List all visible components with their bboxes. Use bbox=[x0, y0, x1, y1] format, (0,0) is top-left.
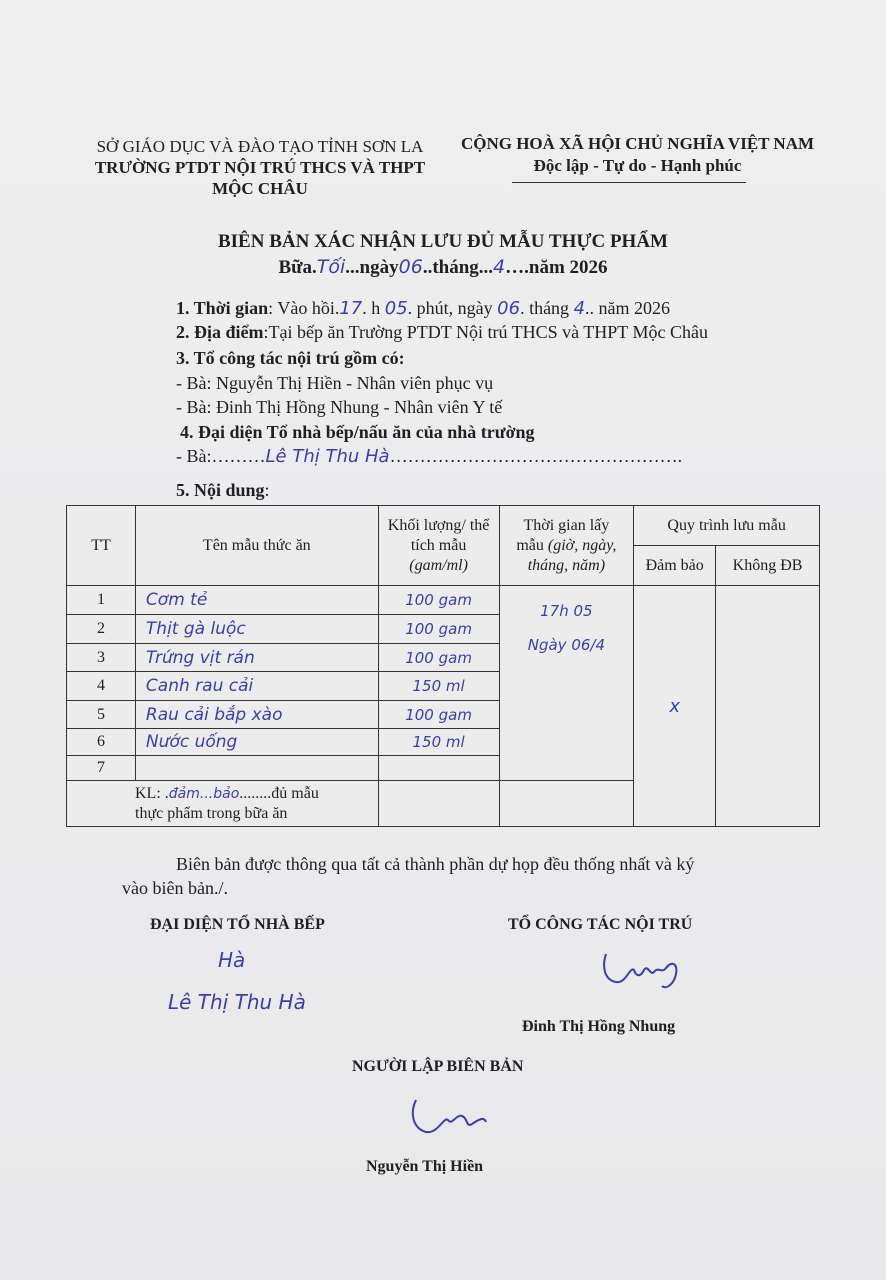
section-time bbox=[176, 296, 670, 321]
closing-line1: Biên bản được thông qua tất cả thành phần dự họp đều thống nhất và ký bbox=[176, 854, 695, 874]
row-6-food: Nước uống bbox=[135, 729, 378, 756]
header-weight-line1: Khối lượng/ thể bbox=[387, 516, 490, 534]
header-tt: TT bbox=[67, 506, 136, 586]
document-subtitle bbox=[0, 256, 886, 279]
row-4-food: Canh rau cải bbox=[135, 672, 378, 701]
header-right bbox=[450, 133, 825, 177]
ensured-mark-cell: x bbox=[634, 586, 716, 827]
row-3-food: Trứng vịt rán bbox=[135, 644, 378, 672]
country-name: CỘNG HOÀ XÃ HỘI CHỦ NGHĨA VIỆT NAM bbox=[460, 134, 815, 153]
time-month: 4 bbox=[573, 298, 586, 319]
team-signature-icon bbox=[596, 946, 692, 996]
header-sample-time bbox=[499, 506, 634, 586]
motto: Độc lập - Tự do - Hạnh phúc bbox=[533, 156, 742, 175]
team-signer-name: Đinh Thị Hồng Nhung bbox=[522, 1018, 676, 1035]
sample-time-hour: 17h 05 bbox=[540, 602, 593, 620]
header-time-line3: tháng, năm) bbox=[527, 556, 606, 574]
motto-underline bbox=[512, 182, 746, 183]
time-minute: 05 bbox=[384, 298, 408, 319]
kitchen-rep-title: ĐẠI DIỆN TỔ NHÀ BẾP bbox=[150, 916, 325, 933]
header-ensured: Đảm bảo bbox=[634, 546, 716, 586]
time-h: . h bbox=[362, 298, 385, 318]
conclusion-line1 bbox=[67, 784, 378, 804]
location-text: :Tại bếp ăn Trường PTDT Nội trú THCS và THPT Mộc Châu bbox=[263, 322, 708, 342]
row-6-tt: 6 bbox=[67, 729, 136, 756]
header-weight bbox=[378, 506, 499, 586]
header-time-units: (giờ, ngày, bbox=[547, 536, 617, 554]
section-time-label: 1. Thời gian bbox=[176, 298, 269, 318]
section-kitchen-label: 4. Đại diện Tổ nhà bếp/nấu ăn của nhà trường bbox=[180, 422, 535, 442]
section-location-label: 2. Địa điểm bbox=[176, 322, 264, 342]
header-not-ensured: Không ĐB bbox=[716, 546, 820, 586]
time-day: 06 bbox=[497, 298, 521, 319]
conclusion-time-cell bbox=[499, 781, 634, 827]
row-7-weight bbox=[378, 756, 499, 781]
conclusion-value: đảm...bảo bbox=[168, 785, 240, 802]
conclusion-prefix: KL: . bbox=[135, 784, 169, 802]
header-time-line2 bbox=[500, 536, 634, 556]
row-2-food: Thịt gà luộc bbox=[135, 615, 378, 644]
team-member-2: - Bà: Đinh Thị Hồng Nhung - Nhân viên Y tế bbox=[176, 397, 503, 417]
subtitle-day-label: ...ngày bbox=[345, 257, 399, 278]
document-title: BIÊN BẢN XÁC NHẬN LƯU ĐỦ MẪU THỰC PHẨM bbox=[217, 231, 668, 252]
row-2-tt: 2 bbox=[67, 615, 136, 644]
header-weight-line2: tích mẫu bbox=[410, 536, 467, 554]
conclusion-line2: thực phẩm trong bữa ăn bbox=[135, 804, 288, 822]
header-time-sample: mẫu bbox=[516, 536, 548, 554]
sample-time-cell bbox=[499, 586, 634, 781]
header-weight-line3: (gam/ml) bbox=[409, 556, 468, 574]
row-4-weight: 150 ml bbox=[378, 672, 499, 701]
time-year: .. năm 2026 bbox=[585, 298, 671, 318]
row-1-tt: 1 bbox=[67, 586, 136, 615]
sample-time-date: Ngày 06/4 bbox=[527, 636, 605, 654]
row-3-tt: 3 bbox=[67, 644, 136, 672]
kitchen-signature: Hà bbox=[218, 948, 246, 972]
section-content-label: 5. Nội dung bbox=[176, 480, 265, 500]
author-signature-icon bbox=[404, 1094, 490, 1144]
subtitle-day-value: 06 bbox=[398, 256, 423, 278]
row-2-weight: 100 gam bbox=[378, 615, 499, 644]
row-5-tt: 5 bbox=[67, 701, 136, 729]
time-intro: : Vào hồi. bbox=[268, 298, 340, 318]
subtitle-month-value: 4 bbox=[493, 256, 506, 278]
subtitle-year-label: ….năm 2026 bbox=[505, 257, 608, 278]
row-5-weight: 100 gam bbox=[378, 701, 499, 729]
not-ensured-cell bbox=[716, 586, 820, 827]
row-7-tt: 7 bbox=[67, 756, 136, 781]
closing-line2: vào biên bản./. bbox=[122, 878, 228, 898]
food-sample-table bbox=[66, 505, 820, 827]
subtitle-meal-value: Tối bbox=[316, 256, 346, 278]
row-5-food: Rau cải bắp xào bbox=[135, 701, 378, 729]
header-food-name: Tên mẫu thức ăn bbox=[135, 506, 378, 586]
kitchen-rep-dots: …………………………………………. bbox=[389, 446, 683, 466]
kitchen-rep-prefix: - Bà:……… bbox=[176, 446, 266, 466]
team-title: TỔ CÔNG TÁC NỘI TRÚ bbox=[508, 916, 693, 933]
conclusion-weight-cell bbox=[378, 781, 499, 827]
row-7-food bbox=[135, 756, 378, 781]
section-team-label: 3. Tổ công tác nội trú gồm có: bbox=[176, 348, 405, 368]
header-time-line1: Thời gian lấy bbox=[523, 516, 610, 534]
row-4-tt: 4 bbox=[67, 672, 136, 701]
kitchen-signature-name: Lê Thị Thu Hà bbox=[168, 990, 306, 1014]
header-procedure: Quy trình lưu mẫu bbox=[634, 506, 820, 546]
section-content bbox=[176, 478, 270, 502]
time-month-label: . tháng bbox=[520, 298, 574, 318]
section-content-colon: : bbox=[264, 480, 270, 500]
school-name-line2: MỘC CHÂU bbox=[212, 179, 308, 198]
subtitle-meal-label: Bữa. bbox=[278, 257, 317, 278]
kitchen-rep-name: Lê Thị Thu Hà bbox=[265, 446, 390, 467]
header-left bbox=[60, 136, 460, 199]
row-1-food: Cơm tẻ bbox=[135, 586, 378, 615]
conclusion-cell bbox=[67, 781, 379, 827]
author-title: NGƯỜI LẬP BIÊN BẢN bbox=[352, 1058, 524, 1075]
row-6-weight: 150 ml bbox=[378, 729, 499, 756]
section-location bbox=[176, 320, 708, 344]
school-name-line1: TRƯỜNG PTDT NỘI TRÚ THCS VÀ THPT bbox=[94, 158, 426, 177]
ministry-name: SỞ GIÁO DỤC VÀ ĐÀO TẠO TỈNH SƠN LA bbox=[96, 137, 424, 156]
row-1-weight: 100 gam bbox=[378, 586, 499, 615]
author-name: Nguyễn Thị Hiền bbox=[366, 1158, 484, 1175]
team-member-1: - Bà: Nguyễn Thị Hiền - Nhân viên phục vụ bbox=[176, 373, 494, 393]
conclusion-suffix: ........đủ mẫu bbox=[239, 784, 319, 802]
kitchen-rep bbox=[176, 444, 682, 469]
time-hour: 17 bbox=[339, 298, 363, 319]
subtitle-month-label: ..tháng... bbox=[422, 257, 494, 278]
time-min-label: . phút, ngày bbox=[407, 298, 498, 318]
row-3-weight: 100 gam bbox=[378, 644, 499, 672]
